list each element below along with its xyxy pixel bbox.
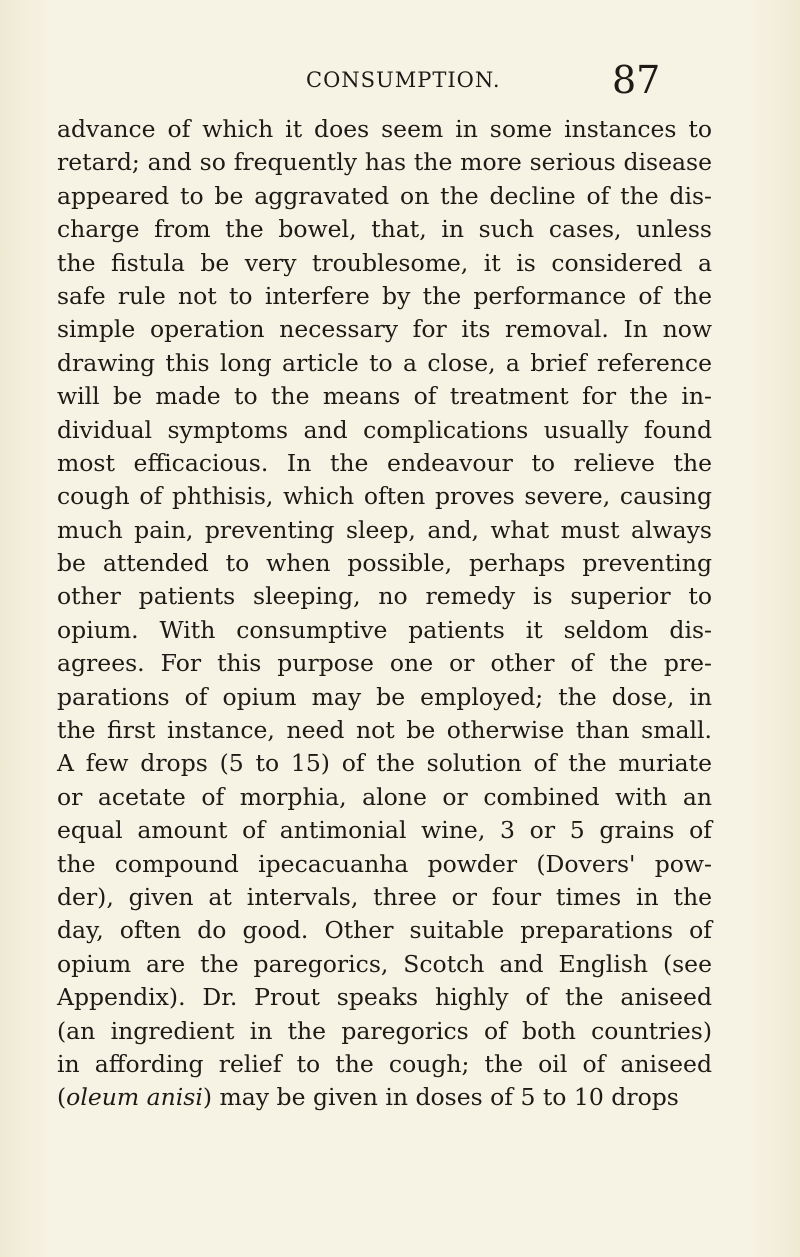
running-head [0, 58, 800, 104]
text-line: agrees. For this purpose one or other of the pre- [57, 649, 712, 678]
open-paren: ( [57, 1083, 67, 1112]
body-text [57, 113, 712, 1115]
text-line: equal amount of antimonial wine, 3 or 5 grains of [57, 816, 712, 845]
text-line: drawing this long article to a close, a brief reference [57, 348, 712, 377]
text-line: simple operation necessary for its removal. In now [57, 315, 712, 344]
text-line: other patients sleeping, no remedy is superior to [57, 582, 712, 611]
text-line-final [57, 1081, 712, 1114]
text-line: charge from the bowel, that, in such cases, unless [57, 215, 712, 244]
text-line: Appendix). Dr. Prout speaks highly of the aniseed [57, 983, 712, 1012]
text-line: be attended to when possible, perhaps preventing [57, 549, 712, 578]
text-line: in affording relief to the cough; the oil of aniseed [57, 1049, 712, 1078]
text-line: opium are the paregorics, Scotch and English (see [57, 949, 712, 978]
text-line: much pain, preventing sleep, and, what must always [57, 515, 712, 544]
text-line: (an ingredient in the paregorics of both countries) [57, 1016, 712, 1045]
text-line: the compound ipecacuanha powder (Dovers' pow- [57, 849, 712, 878]
page-number: 87 [612, 58, 661, 102]
text-line: the fistula be very troublesome, it is considered a [57, 248, 712, 277]
text-line: safe rule not to interfere by the performance of the [57, 281, 712, 310]
text-line: dividual symptoms and complications usually found [57, 415, 712, 444]
text-line: der), given at intervals, three or four times in the [57, 882, 712, 911]
text-line: or acetate of morphia, alone or combined with an [57, 782, 712, 811]
text-line: the first instance, need not be otherwise than small. [57, 716, 712, 745]
text-line: day, often do good. Other suitable preparations of [57, 916, 712, 945]
text-line: most efficacious. In the endeavour to relieve the [57, 448, 712, 477]
text-line: opium. With consumptive patients it seldom dis- [57, 615, 712, 644]
text-line: will be made to the means of treatment for the in- [57, 382, 712, 411]
text-line: advance of which it does seem in some instances to [57, 115, 712, 143]
italic-latin-term: oleum anisi [66, 1083, 203, 1112]
text-line: retard; and so frequently has the more serious disease [57, 148, 712, 177]
running-head-title: CONSUMPTION. [306, 68, 501, 92]
final-line-rest: ) may be given in doses of 5 to 10 drops [202, 1083, 679, 1112]
text-line: appeared to be aggravated on the decline of the dis- [57, 181, 712, 210]
text-line: parations of opium may be employed; the dose, in [57, 682, 712, 711]
text-line: cough of phthisis, which often proves severe, causing [57, 482, 712, 511]
text-line: A few drops (5 to 15) of the solution of the muriate [57, 749, 712, 778]
